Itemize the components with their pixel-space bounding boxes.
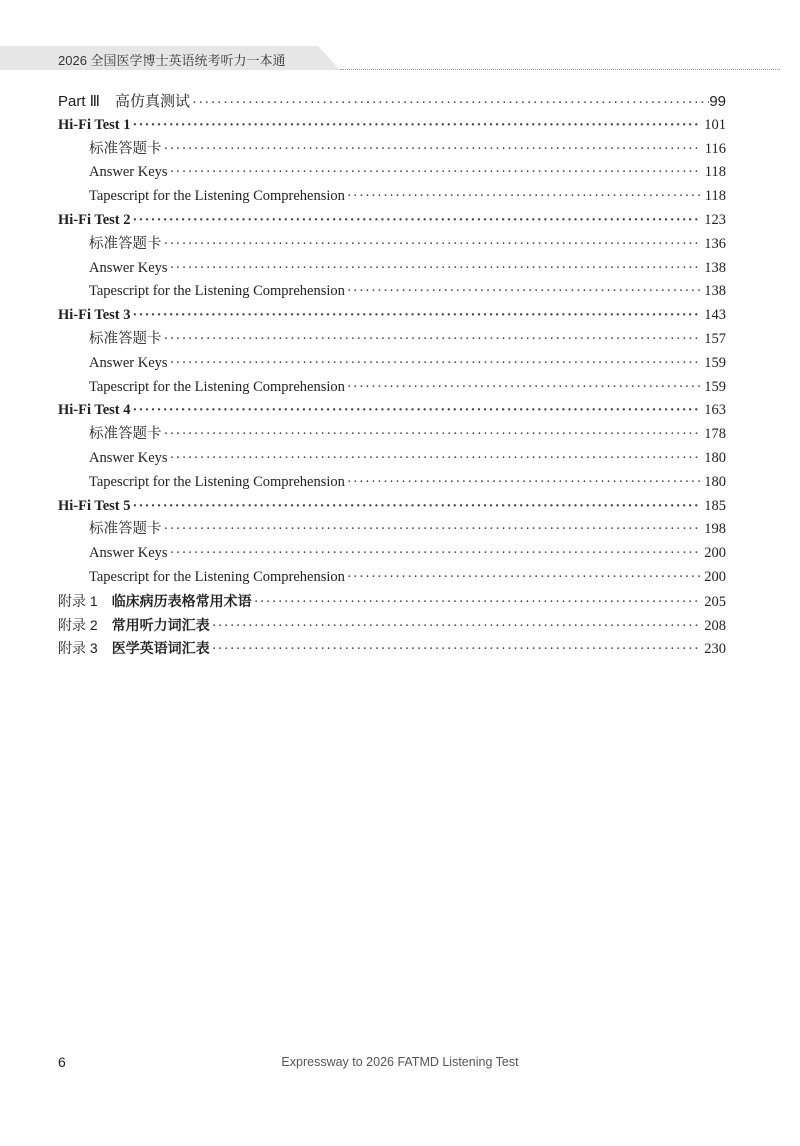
header-dotted-rule — [340, 69, 780, 70]
toc-page-number: 136 — [704, 235, 726, 252]
toc-entry-label: Part Ⅲ 高仿真测试 — [58, 93, 191, 110]
leader-dots — [170, 161, 701, 185]
toc-page-number: 99 — [709, 93, 726, 110]
toc-entry-label: Answer Keys — [89, 449, 168, 466]
toc-page-number: 138 — [704, 283, 726, 300]
toc-page-number: 116 — [704, 140, 726, 157]
toc-entry-answer-keys[interactable] — [58, 352, 726, 376]
leader-dots — [133, 114, 701, 138]
toc-page-number: 157 — [704, 330, 726, 347]
appendix-number: 附录 3 — [58, 640, 98, 657]
toc-entry-label: Tapescript for the Listening Comprehension — [89, 283, 345, 300]
table-of-contents — [58, 90, 726, 661]
toc-entry-label: Hi-Fi Test 1 — [58, 116, 131, 133]
appendix-title: 临床病历表格常用术语 — [111, 592, 252, 609]
leader-dots — [164, 138, 701, 162]
leader-dots — [164, 233, 701, 257]
toc-page-number: 178 — [704, 426, 726, 443]
appendix-number: 附录 2 — [58, 616, 98, 633]
toc-entry-tapescript[interactable] — [58, 280, 726, 304]
toc-entry-appendix-1[interactable] — [58, 590, 726, 614]
leader-dots — [254, 591, 701, 615]
toc-page-number: 118 — [704, 188, 726, 205]
toc-entry-label: Tapescript for the Listening Comprehension — [89, 568, 345, 585]
toc-page-number: 200 — [704, 545, 726, 562]
leader-dots — [170, 257, 701, 281]
toc-page-number: 230 — [704, 641, 726, 658]
toc-entry-answer-keys[interactable] — [58, 161, 726, 185]
toc-entry-answer-keys[interactable] — [58, 257, 726, 281]
toc-page-number: 180 — [704, 449, 726, 466]
leader-dots — [164, 423, 701, 447]
appendix-title: 常用听力词汇表 — [111, 616, 210, 633]
toc-page-number: 200 — [704, 568, 726, 585]
toc-entry-label: Tapescript for the Listening Comprehension — [89, 473, 345, 490]
toc-entry-answer-sheet[interactable] — [58, 233, 726, 257]
leader-dots — [133, 495, 701, 519]
toc-entry-hifi-test-4[interactable] — [58, 399, 726, 423]
leader-dots — [347, 280, 700, 304]
toc-page-number: 185 — [704, 497, 726, 514]
toc-entry-label: Tapescript for the Listening Comprehension — [89, 188, 345, 205]
toc-entry-label: 标准答题卡 — [89, 521, 162, 538]
toc-page-number: 198 — [704, 521, 726, 538]
appendix-number: 附录 1 — [58, 592, 98, 609]
toc-entry-hifi-test-3[interactable] — [58, 304, 726, 328]
toc-entry-part-3[interactable] — [58, 90, 726, 114]
footer-title: Expressway to 2026 FATMD Listening Test — [281, 1055, 519, 1069]
toc-entry-appendix-3[interactable] — [58, 637, 726, 661]
toc-page-number: 159 — [704, 354, 726, 371]
toc-entry-answer-sheet[interactable] — [58, 518, 726, 542]
footer-page-number: 6 — [58, 1054, 66, 1070]
toc-page-number: 143 — [704, 307, 726, 324]
toc-page-number: 159 — [704, 378, 726, 395]
leader-dots — [133, 399, 701, 423]
toc-entry-tapescript[interactable] — [58, 471, 726, 495]
leader-dots — [347, 185, 701, 209]
toc-entry-answer-sheet[interactable] — [58, 423, 726, 447]
toc-entry-label: Hi-Fi Test 3 — [58, 307, 131, 324]
leader-dots — [133, 209, 701, 233]
toc-entry-label — [58, 637, 210, 661]
toc-entry-label: Hi-Fi Test 4 — [58, 402, 131, 419]
toc-entry-label: Answer Keys — [89, 259, 168, 276]
toc-entry-label: Answer Keys — [89, 354, 168, 371]
toc-entry-appendix-2[interactable] — [58, 614, 726, 638]
toc-entry-label: Tapescript for the Listening Comprehension — [89, 378, 345, 395]
toc-entry-label: Hi-Fi Test 2 — [58, 211, 131, 228]
leader-dots — [347, 376, 700, 400]
appendix-title: 医学英语词汇表 — [111, 640, 210, 657]
toc-entry-label: 标准答题卡 — [89, 235, 162, 252]
toc-entry-label — [58, 590, 252, 614]
toc-entry-label: 标准答题卡 — [89, 426, 162, 443]
toc-entry-tapescript[interactable] — [58, 566, 726, 590]
toc-entry-hifi-test-1[interactable] — [58, 114, 726, 138]
toc-page-number: 123 — [704, 211, 726, 228]
toc-page-number: 138 — [704, 259, 726, 276]
leader-dots — [212, 615, 701, 639]
toc-page-number: 101 — [704, 116, 726, 133]
toc-entry-label: Hi-Fi Test 5 — [58, 497, 131, 514]
toc-entry-answer-keys[interactable] — [58, 542, 726, 566]
leader-dots — [192, 90, 709, 114]
toc-page-number: 180 — [704, 473, 726, 490]
toc-entry-label: 标准答题卡 — [89, 330, 162, 347]
toc-entry-answer-sheet[interactable] — [58, 138, 726, 162]
toc-entry-tapescript[interactable] — [58, 376, 726, 400]
toc-entry-label: Answer Keys — [89, 545, 168, 562]
header-title: 2026 全国医学博士英语统考听力一本通 — [58, 53, 286, 68]
leader-dots — [170, 542, 701, 566]
leader-dots — [212, 638, 701, 662]
leader-dots — [164, 328, 701, 352]
toc-page-number: 163 — [704, 402, 726, 419]
toc-page-number: 205 — [704, 593, 726, 610]
leader-dots — [347, 471, 700, 495]
running-header — [0, 0, 800, 72]
toc-entry-label: 标准答题卡 — [89, 140, 162, 157]
toc-page-number: 118 — [704, 164, 726, 181]
toc-entry-answer-sheet[interactable] — [58, 328, 726, 352]
toc-entry-label: Answer Keys — [89, 164, 168, 181]
leader-dots — [347, 566, 700, 590]
leader-dots — [170, 352, 701, 376]
toc-entry-hifi-test-5[interactable] — [58, 495, 726, 519]
leader-dots — [164, 518, 701, 542]
toc-page-number: 208 — [704, 617, 726, 634]
toc-entry-answer-keys[interactable] — [58, 447, 726, 471]
leader-dots — [133, 304, 701, 328]
toc-entry-tapescript[interactable] — [58, 185, 726, 209]
toc-entry-label — [58, 614, 210, 638]
toc-entry-hifi-test-2[interactable] — [58, 209, 726, 233]
leader-dots — [170, 447, 701, 471]
